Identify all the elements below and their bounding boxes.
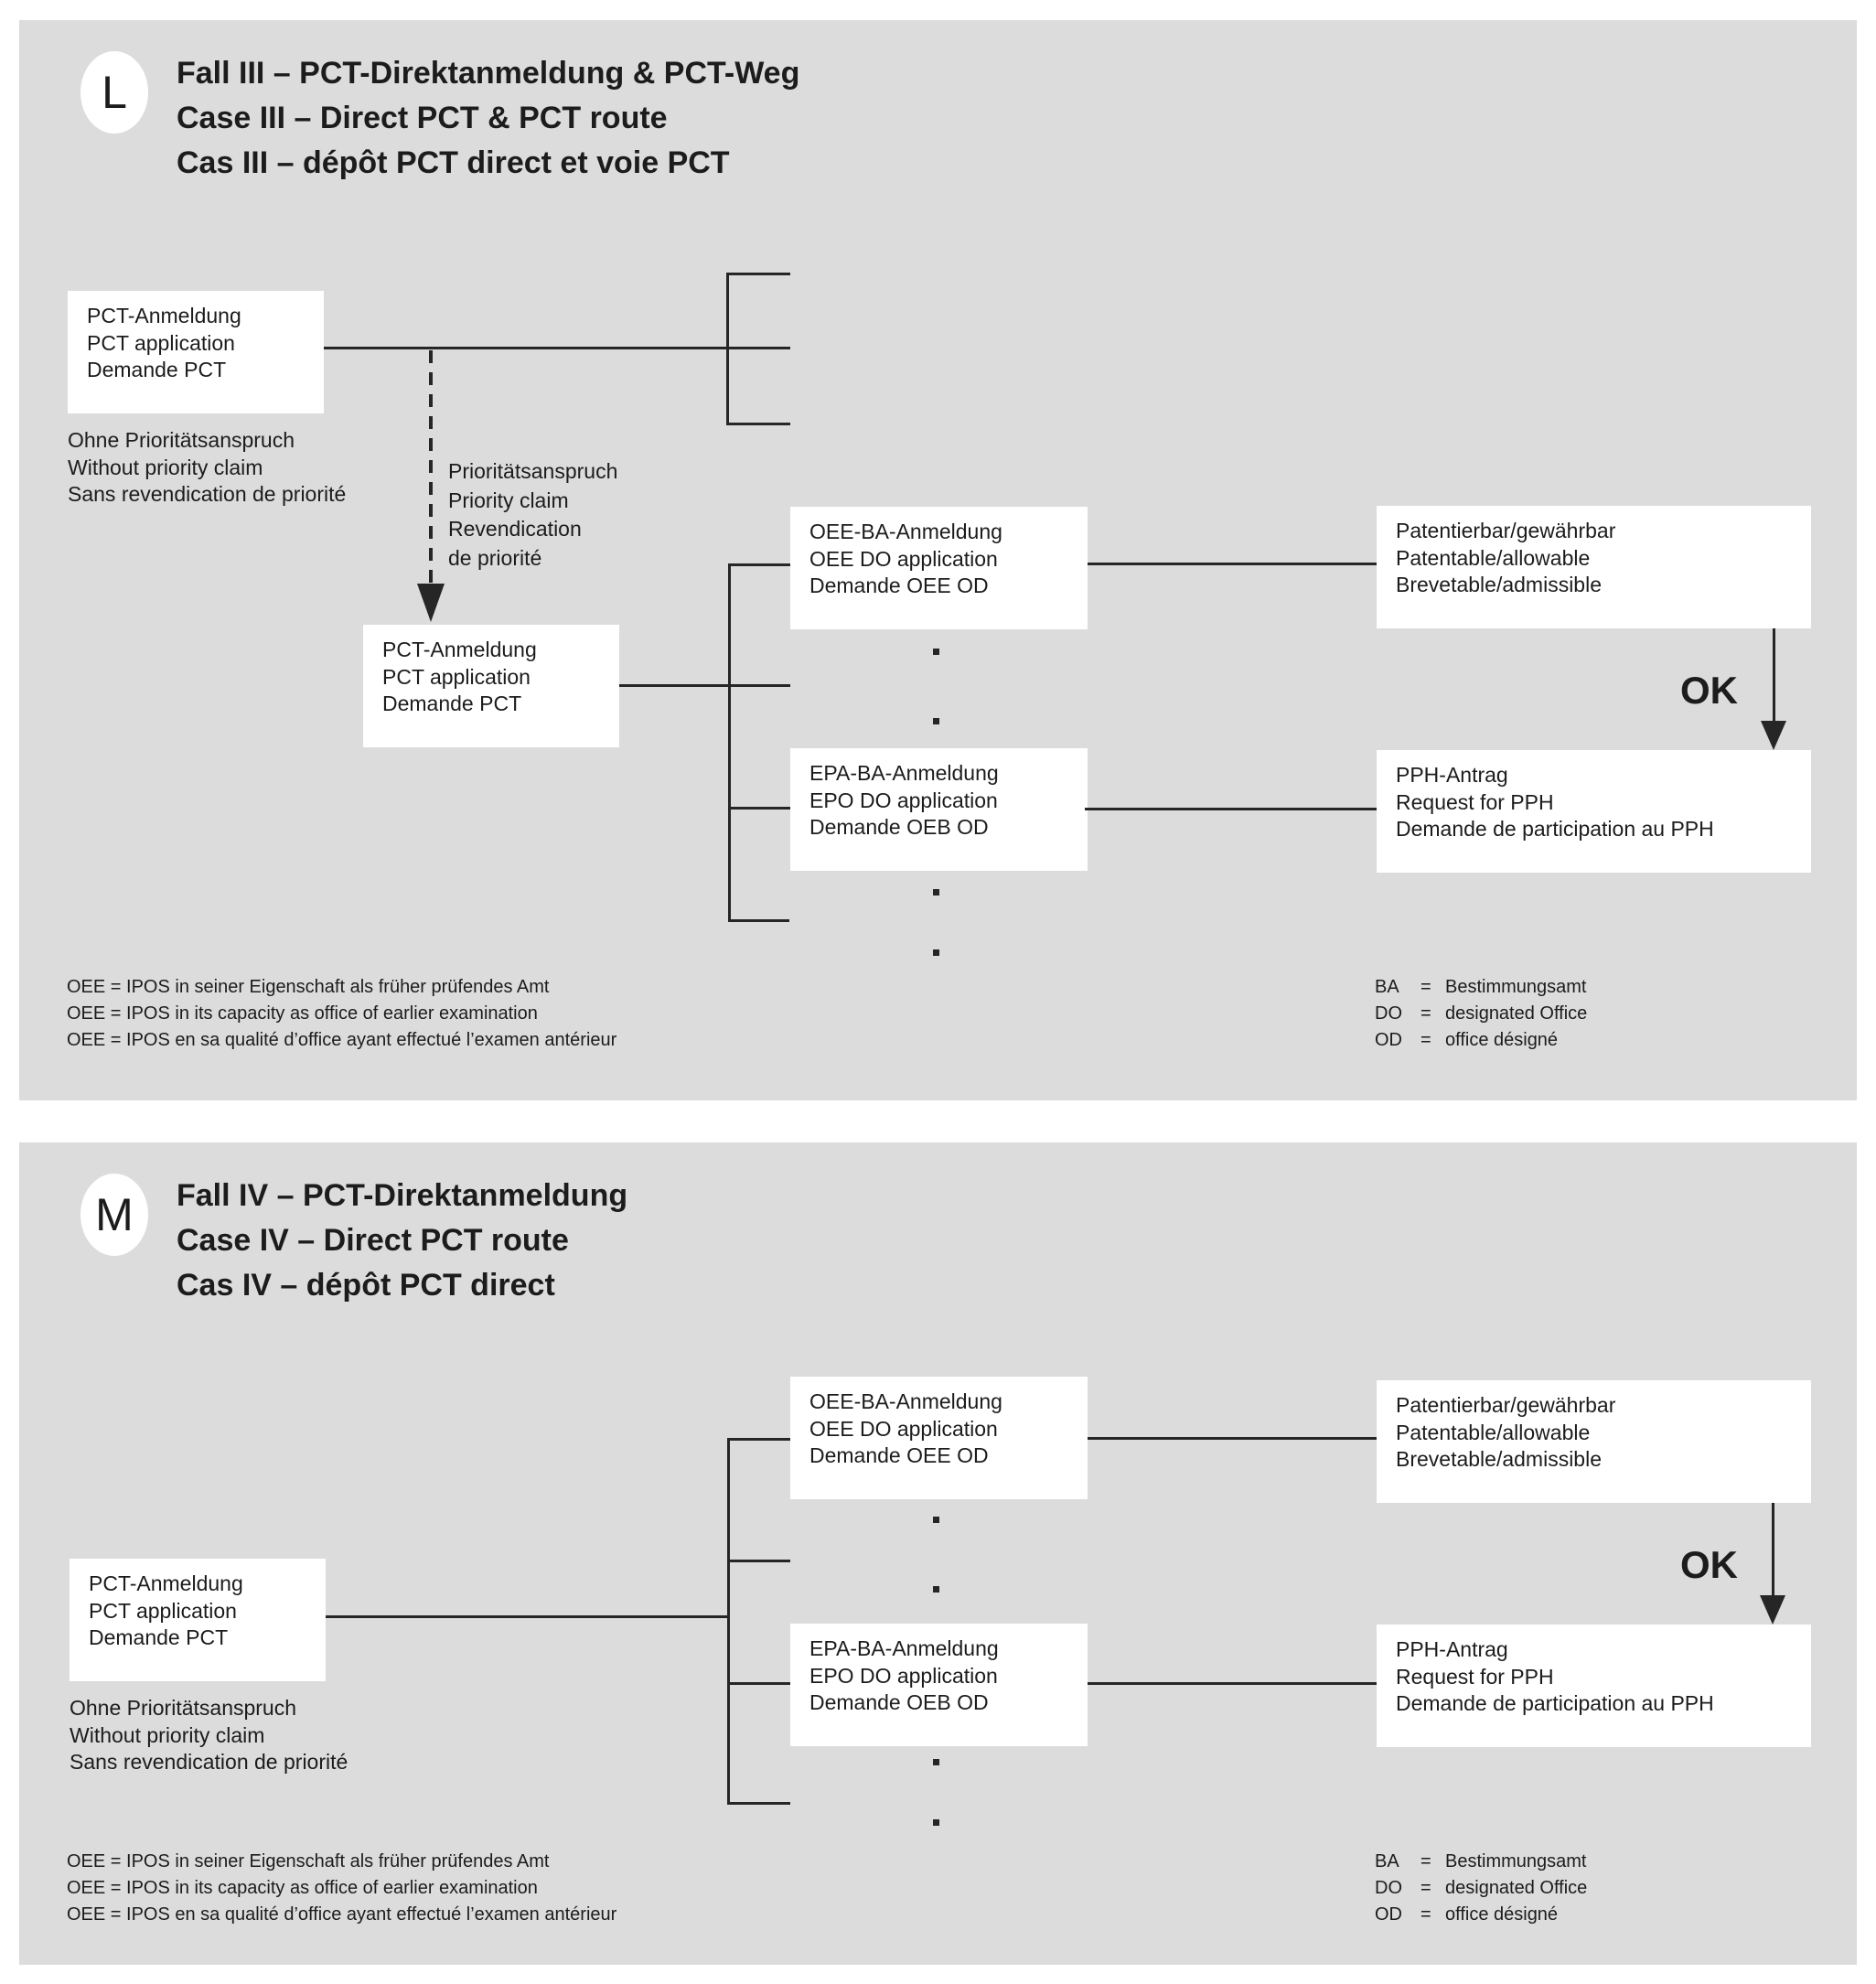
epo-do-box-text bbox=[809, 1635, 999, 1717]
ellipsis-dot bbox=[933, 1819, 939, 1826]
footnote-line bbox=[1375, 974, 1587, 1001]
caption-line: Priority claim bbox=[448, 488, 569, 512]
pct-application-box-2-text bbox=[382, 637, 537, 718]
bracket-vertical bbox=[728, 563, 731, 922]
title-line-en: Case IV – Direct PCT route bbox=[177, 1223, 569, 1258]
footnote-abbreviations bbox=[1375, 974, 1587, 1054]
box-line: Demande de participation au PPH bbox=[1396, 817, 1714, 841]
box-line: OEE DO application bbox=[809, 1416, 998, 1441]
ok-arrow-shaft bbox=[1773, 628, 1775, 723]
abbr: DO bbox=[1375, 1003, 1402, 1024]
box-line: PCT application bbox=[89, 1598, 237, 1623]
box-line: PCT-Anmeldung bbox=[382, 638, 537, 661]
box-line: PPH-Antrag bbox=[1396, 1637, 1508, 1661]
box-line: EPO DO application bbox=[809, 1663, 998, 1688]
caption-line: Revendication bbox=[448, 517, 582, 541]
footnote-line: OEE = IPOS en sa qualité d’office ayant effectué l’examen antérieur bbox=[67, 1030, 617, 1050]
box-line: PPH-Antrag bbox=[1396, 763, 1508, 787]
equals: = bbox=[1420, 1878, 1431, 1898]
box-line: EPO DO application bbox=[809, 788, 998, 812]
connector-line bbox=[619, 684, 790, 687]
abbr: DO bbox=[1375, 1878, 1402, 1898]
definition: Bestimmungsamt bbox=[1445, 977, 1587, 997]
ellipsis-dot bbox=[933, 718, 939, 724]
bracket-tine bbox=[727, 1438, 790, 1441]
ok-arrow-shaft bbox=[1772, 1503, 1774, 1597]
bracket-tine bbox=[728, 563, 790, 566]
bracket-top-vertical bbox=[726, 273, 729, 425]
caption-line: Sans revendication de priorité bbox=[68, 482, 347, 506]
box-line: OEE-BA-Anmeldung bbox=[809, 520, 1002, 543]
bracket-tine bbox=[728, 807, 790, 810]
caption-line: de priorité bbox=[448, 545, 542, 570]
abbr: BA bbox=[1375, 977, 1399, 997]
definition: office désigné bbox=[1445, 1030, 1559, 1050]
panel2-title bbox=[177, 1174, 627, 1308]
oee-do-box-text bbox=[809, 1389, 1002, 1470]
box-line: EPA-BA-Anmeldung bbox=[809, 761, 999, 785]
footnote-line: OEE = IPOS in its capacity as office of earlier examination bbox=[67, 1003, 538, 1024]
box-line: Demande OEE OD bbox=[809, 574, 989, 597]
without-priority-caption bbox=[68, 427, 346, 509]
bracket-tine bbox=[727, 1802, 790, 1805]
pph-request-box-text bbox=[1396, 762, 1714, 843]
title-line-en: Case III – Direct PCT & PCT route bbox=[177, 101, 668, 135]
patentable-box-text bbox=[1396, 518, 1615, 599]
priority-caption bbox=[448, 457, 617, 573]
equals: = bbox=[1420, 1030, 1431, 1050]
box-line: PCT-Anmeldung bbox=[87, 304, 241, 327]
equals: = bbox=[1420, 1851, 1431, 1871]
ok-label: OK bbox=[1680, 669, 1738, 712]
box-line: Demande OEE OD bbox=[809, 1443, 989, 1467]
without-priority-caption bbox=[70, 1695, 348, 1776]
bracket-tine bbox=[727, 1560, 790, 1562]
definition: designated Office bbox=[1445, 1003, 1588, 1024]
title-line-fr: Cas IV – dépôt PCT direct bbox=[177, 1268, 555, 1303]
connector-line bbox=[1088, 1682, 1377, 1685]
footnote-line bbox=[1375, 1849, 1587, 1875]
footnote-line bbox=[1375, 1001, 1587, 1027]
ellipsis-dot bbox=[933, 889, 939, 895]
ellipsis-dot bbox=[933, 949, 939, 956]
footnote-oee bbox=[67, 1849, 616, 1928]
box-line: OEE DO application bbox=[809, 546, 998, 571]
bracket-vertical bbox=[727, 1438, 730, 1805]
badge-L bbox=[80, 51, 148, 134]
arrow-down-icon bbox=[1761, 721, 1786, 750]
pct-application-box-text bbox=[87, 303, 241, 384]
arrow-down-icon bbox=[417, 584, 445, 622]
footnote-line bbox=[1375, 1902, 1587, 1928]
caption-line: Sans revendication de priorité bbox=[70, 1750, 348, 1774]
box-line: Demande PCT bbox=[89, 1625, 229, 1649]
box-line: EPA-BA-Anmeldung bbox=[809, 1636, 999, 1660]
priority-dashed-line bbox=[429, 350, 433, 584]
connector-line bbox=[1088, 563, 1377, 565]
box-line: Patentierbar/gewährbar bbox=[1396, 1393, 1616, 1417]
footnote-abbreviations bbox=[1375, 1849, 1587, 1928]
box-line: PCT application bbox=[87, 330, 235, 355]
oee-do-box-text bbox=[809, 519, 1002, 600]
footnote-line: OEE = IPOS in its capacity as office of earlier examination bbox=[67, 1878, 538, 1898]
pct-application-box-text bbox=[89, 1571, 243, 1652]
box-line: Brevetable/admissible bbox=[1396, 1447, 1603, 1471]
abbr: OD bbox=[1375, 1030, 1402, 1050]
bracket-tine bbox=[726, 423, 790, 425]
box-line: Request for PPH bbox=[1396, 1664, 1554, 1689]
badge-M-letter: M bbox=[95, 1189, 134, 1240]
box-line: Demande PCT bbox=[382, 692, 522, 715]
box-line: Demande OEB OD bbox=[809, 1690, 989, 1714]
box-line: Demande OEB OD bbox=[809, 815, 989, 839]
box-line: Demande PCT bbox=[87, 358, 227, 381]
box-line: OEE-BA-Anmeldung bbox=[809, 1389, 1002, 1413]
box-line: Patentierbar/gewährbar bbox=[1396, 519, 1616, 542]
caption-line: Without priority claim bbox=[70, 1722, 265, 1747]
box-line: PCT-Anmeldung bbox=[89, 1571, 243, 1595]
panel1-title bbox=[177, 51, 799, 186]
footnote-oee bbox=[67, 974, 616, 1054]
box-line: Request for PPH bbox=[1396, 789, 1554, 814]
ellipsis-dot bbox=[933, 1517, 939, 1523]
connector-line bbox=[1088, 1437, 1377, 1440]
pph-request-box-text bbox=[1396, 1636, 1714, 1718]
caption-line: Ohne Prioritätsanspruch bbox=[68, 428, 295, 452]
footnote-line bbox=[1375, 1875, 1587, 1902]
bracket-tine bbox=[726, 273, 790, 275]
epo-do-box-text bbox=[809, 760, 999, 842]
title-line-de: Fall IV – PCT-Direktanmeldung bbox=[177, 1178, 628, 1213]
box-line: PCT application bbox=[382, 664, 531, 689]
bracket-tine bbox=[727, 1682, 790, 1685]
bracket-tine bbox=[728, 919, 789, 922]
footnote-line bbox=[1375, 1027, 1587, 1054]
box-line: Brevetable/admissible bbox=[1396, 573, 1603, 596]
footnote-line: OEE = IPOS in seiner Eigenschaft als früher prüfendes Amt bbox=[67, 977, 550, 997]
arrow-down-icon bbox=[1760, 1595, 1785, 1625]
abbr: BA bbox=[1375, 1851, 1399, 1871]
definition: Bestimmungsamt bbox=[1445, 1851, 1587, 1871]
title-line-fr: Cas III – dépôt PCT direct et voie PCT bbox=[177, 145, 730, 180]
footnote-line: OEE = IPOS in seiner Eigenschaft als früher prüfendes Amt bbox=[67, 1851, 550, 1871]
equals: = bbox=[1420, 1904, 1431, 1925]
box-line: Patentable/allowable bbox=[1396, 1420, 1591, 1444]
ok-label: OK bbox=[1680, 1543, 1738, 1586]
footnote-line: OEE = IPOS en sa qualité d’office ayant effectué l’examen antérieur bbox=[67, 1904, 617, 1925]
abbr: OD bbox=[1375, 1904, 1402, 1925]
box-line: Patentable/allowable bbox=[1396, 545, 1591, 570]
connector-line bbox=[324, 347, 790, 349]
definition: designated Office bbox=[1445, 1878, 1588, 1898]
caption-line: Without priority claim bbox=[68, 455, 263, 479]
ellipsis-dot bbox=[933, 649, 939, 655]
badge-L-letter: L bbox=[102, 67, 127, 118]
equals: = bbox=[1420, 977, 1431, 997]
equals: = bbox=[1420, 1003, 1431, 1024]
caption-line: Prioritätsanspruch bbox=[448, 459, 618, 483]
title-line-de: Fall III – PCT-Direktanmeldung & PCT-Weg bbox=[177, 56, 800, 91]
definition: office désigné bbox=[1445, 1904, 1559, 1925]
connector-line bbox=[1085, 808, 1377, 810]
ellipsis-dot bbox=[933, 1586, 939, 1593]
box-line: Demande de participation au PPH bbox=[1396, 1691, 1714, 1715]
patentable-box-text bbox=[1396, 1392, 1615, 1474]
connector-line bbox=[326, 1615, 728, 1618]
ellipsis-dot bbox=[933, 1759, 939, 1765]
caption-line: Ohne Prioritätsanspruch bbox=[70, 1696, 297, 1720]
badge-M bbox=[80, 1174, 148, 1256]
